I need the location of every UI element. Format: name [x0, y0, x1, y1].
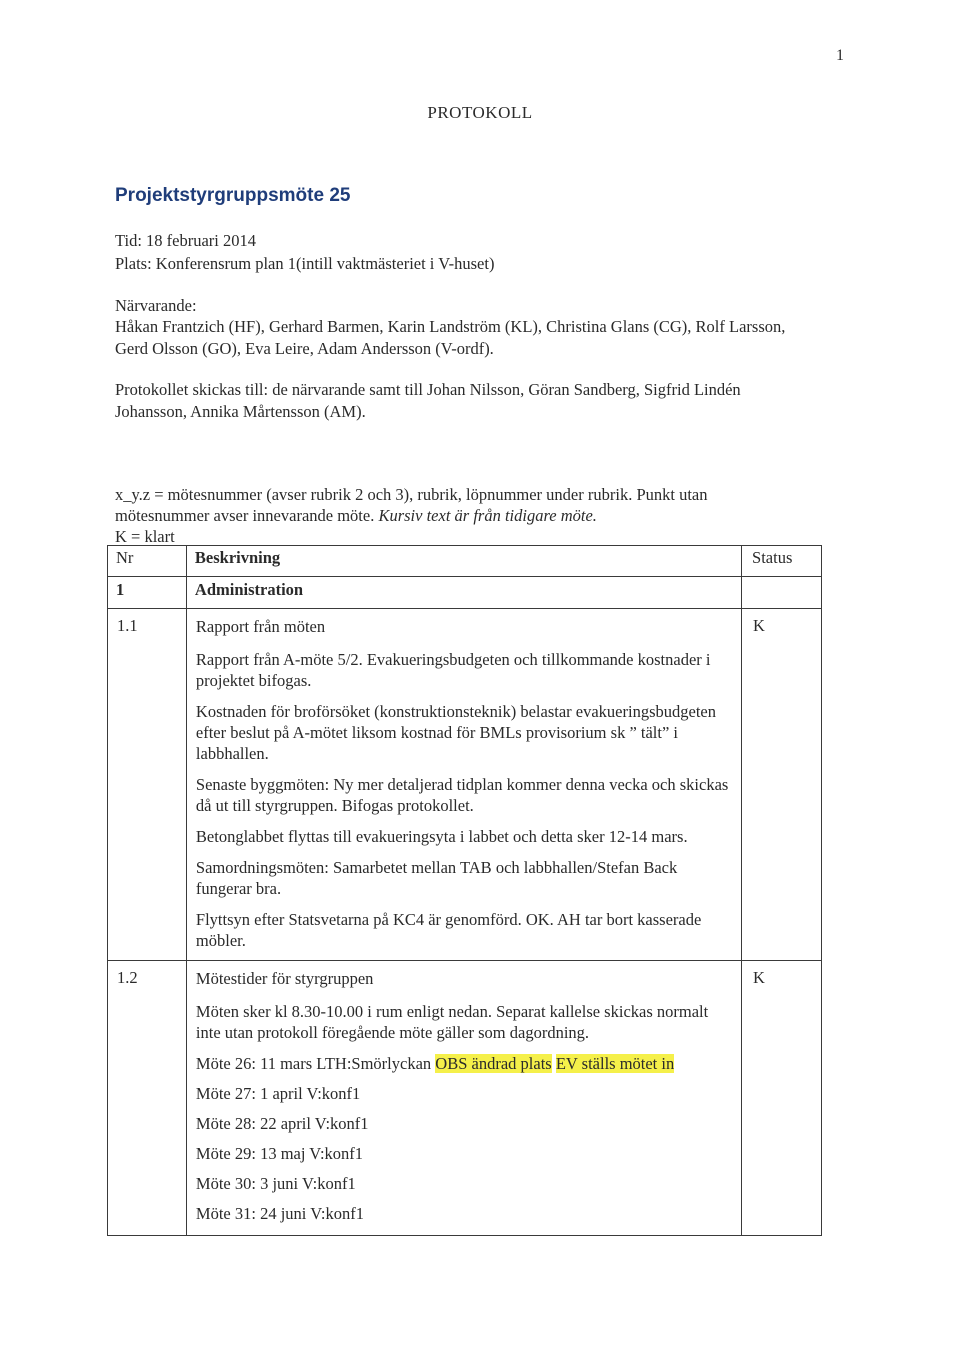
meeting-26-line [196, 1053, 732, 1074]
item-paragraph: Senaste byggmöten: Ny mer detaljerad tidplan kommer denna vecka och skickas då ut till styrgruppen. Bifogas protokollet. [195, 775, 729, 815]
legend-line [115, 506, 597, 526]
item-paragraph: Samordningsmöten: Samarbetet mellan TAB och labbhallen/Stefan Back fungerar bra. [195, 858, 678, 898]
highlighted-note: EV ställs mötet in [555, 1054, 675, 1073]
attendance-line: Gerd Olsson (GO), Eva Leire, Adam Andersson (V-ordf). [115, 339, 494, 358]
distribution-line: Johansson, Annika Mårtensson (AM). [115, 402, 366, 421]
item-number: 1.2 [117, 968, 138, 987]
meeting-line: Möte 29: 13 maj V:konf1 [195, 1144, 364, 1163]
header-description: Beskrivning [186, 546, 741, 577]
page-number: 1 [836, 47, 844, 64]
item-paragraph: Betonglabbet flyttas till evakueringsyta i labbet och detta sker 12-14 mars. [195, 827, 688, 846]
table-header-row [108, 546, 822, 577]
highlighted-note: OBS ändrad plats [435, 1054, 552, 1073]
meeting-place: Plats: Konferensrum plan 1(intill vaktmästeriet i V-huset) [115, 254, 495, 273]
meeting-line: Möte 30: 3 juni V:konf1 [195, 1174, 356, 1193]
document-heading: PROTOKOLL [427, 103, 533, 122]
header-nr: Nr [108, 546, 187, 577]
legend-italic-note: Kursiv text är från tidigare möte. [378, 506, 597, 525]
table-row [108, 961, 822, 1236]
meeting-title: Projektstyrgruppsmöte 25 [115, 185, 351, 206]
item-paragraph: Rapport från A-möte 5/2. Evakueringsbudgeten och tillkommande kostnader i projektet bifogas. [195, 650, 711, 690]
meeting-line: Möte 27: 1 april V:konf1 [195, 1084, 361, 1103]
item-title: Rapport från möten [195, 617, 326, 636]
legend-line: x_y.z = mötesnummer (avser rubrik 2 och 3), rubrik, löpnummer under rubrik. Punkt utan [115, 485, 708, 504]
item-number: 1.1 [117, 616, 138, 635]
item-paragraph: Kostnaden för broförsöket (konstruktionsteknik) belastar evakueringsbudgeten efter beslut på A-mötet liksom kostnad för BMLs provisorium sk ” tält” i labbhallen. [195, 702, 716, 763]
section-number: 1 [108, 577, 187, 609]
meeting-time: Tid: 18 februari 2014 [115, 231, 257, 250]
section-status [742, 577, 822, 609]
item-status: K [753, 616, 765, 635]
table-row [108, 609, 822, 961]
attendance-line: Håkan Frantzich (HF), Gerhard Barmen, Karin Landström (KL), Christina Glans (CG), Rolf Larsson, [115, 317, 786, 336]
distribution-line: Protokollet skickas till: de närvarande samt till Johan Nilsson, Göran Sandberg, Sigfrid Lindén [115, 380, 741, 399]
attendance-label: Närvarande: [115, 296, 197, 315]
item-status: K [753, 968, 765, 987]
meeting-line: Möte 31: 24 juni V:konf1 [195, 1204, 364, 1223]
meeting-line: Möte 28: 22 april V:konf1 [195, 1114, 369, 1133]
header-status: Status [742, 546, 822, 577]
item-paragraph: Möten sker kl 8.30-10.00 i rum enligt nedan. Separat kallelse skickas normalt inte utan protokoll föregående möte gäller som dagordning. [195, 1002, 709, 1042]
item-title: Mötestider för styrgruppen [195, 969, 374, 988]
minutes-table [107, 545, 822, 1236]
legend-text: mötesnummer avser innevarande möte. [115, 506, 379, 525]
section-title: Administration [186, 577, 741, 609]
legend-klart: K = klart [115, 527, 175, 546]
section-row [108, 577, 822, 609]
item-paragraph: Flyttsyn efter Statsvetarna på KC4 är genomförd. OK. AH tar bort kasserade möbler. [195, 910, 702, 950]
meeting-26-text: Möte 26: 11 mars LTH:Smörlyckan [195, 1054, 436, 1073]
